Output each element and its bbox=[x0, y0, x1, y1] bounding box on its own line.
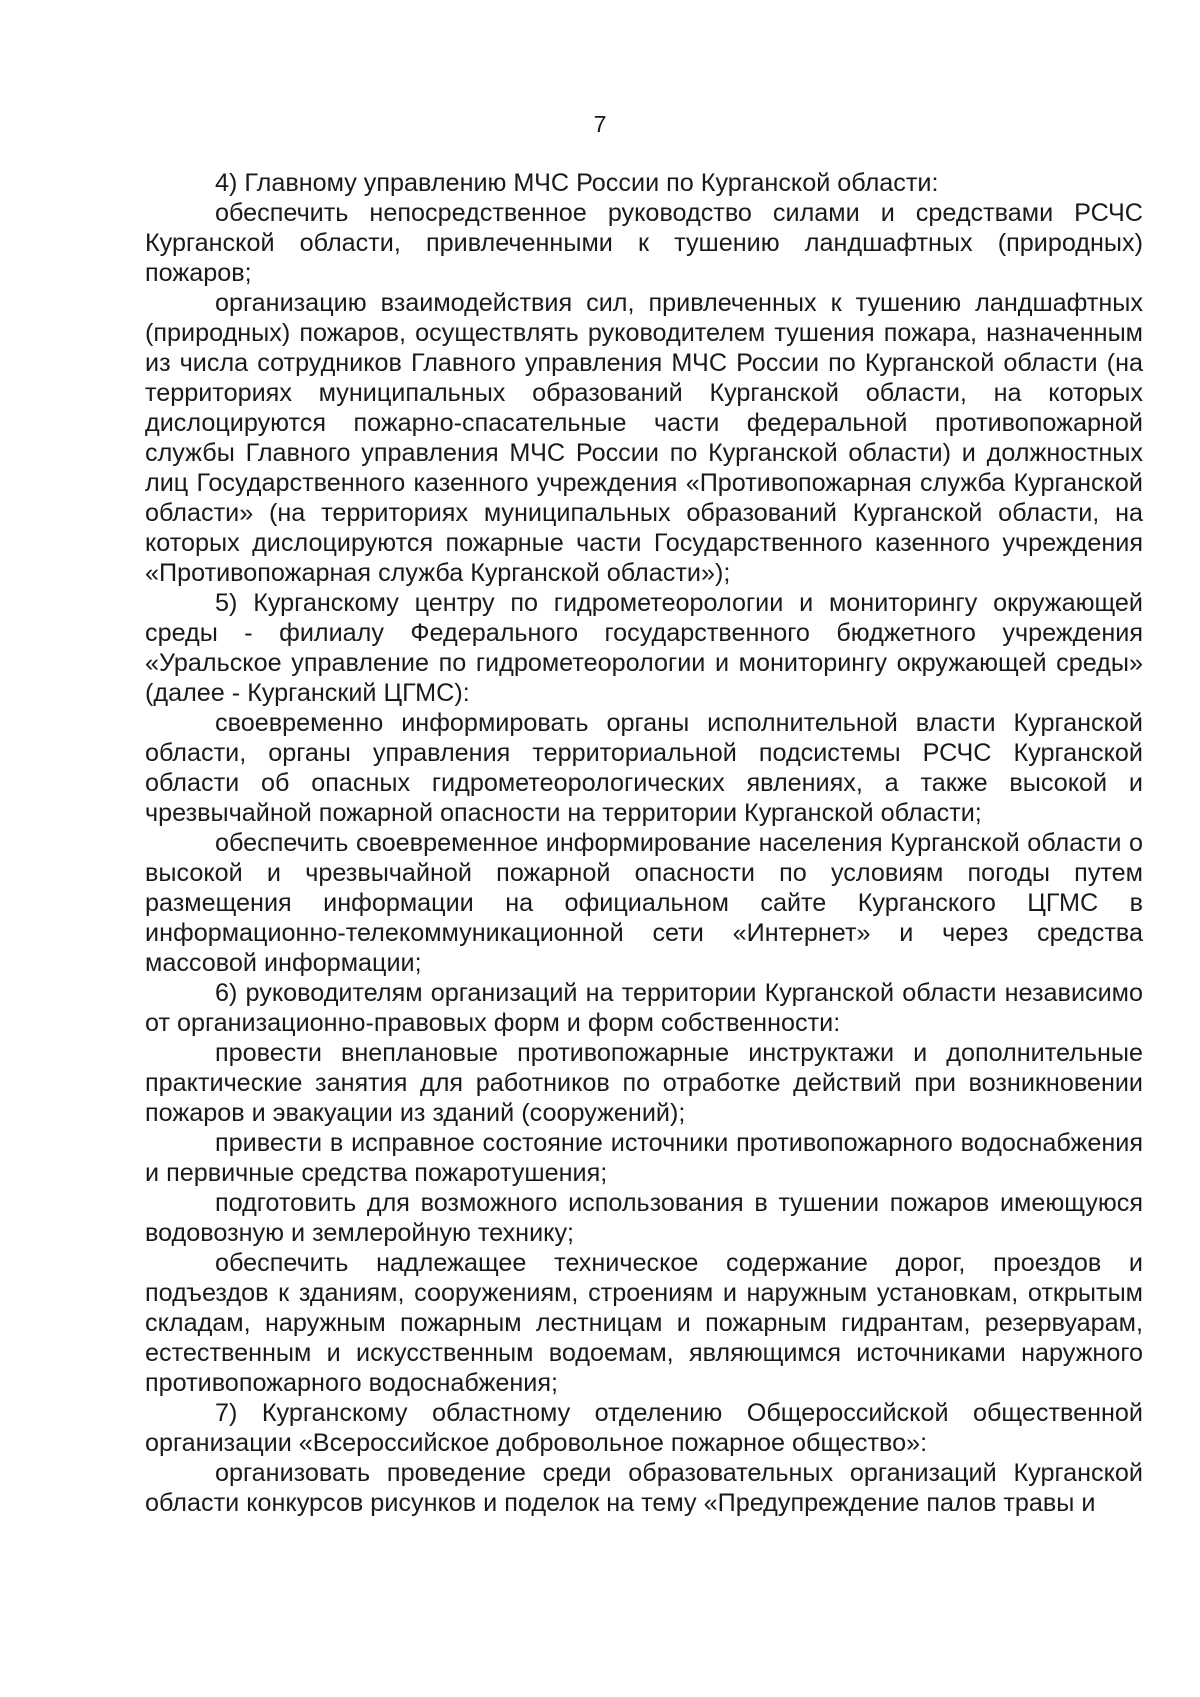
paragraph-direct-leadership: обеспечить непосредственное руководство силами и средствами РСЧС Курганской области, привлеченными к тушению ландшафтных (природных) пожаров; bbox=[145, 199, 1143, 287]
paragraph-item-6: 6) руководителям организаций на территории Курганской области независимо от организационно-правовых форм и форм собственности: bbox=[145, 979, 1143, 1037]
paragraph-inform-authorities: своевременно информировать органы исполнительной власти Курганской области, органы управления территориальной подсистемы РСЧС Курганской области об опасных гидрометеорологических явлениях, а также высокой и чрезвычайной пожарной опасности на территории Курганской области; bbox=[145, 709, 1143, 827]
page-number: 7 bbox=[593, 111, 607, 137]
paragraph-equipment: подготовить для возможного использования в тушении пожаров имеющуюся водовозную и землеройную технику; bbox=[145, 1189, 1143, 1247]
paragraph-briefings: провести внеплановые противопожарные инструктажи и дополнительные практические занятия для работников по отработке действий при возникновении пожаров и эвакуации из зданий (сооружений); bbox=[145, 1039, 1143, 1127]
paragraph-water-supply: привести в исправное состояние источники противопожарного водоснабжения и первичные средства пожаротушения; bbox=[145, 1129, 1143, 1187]
document-body bbox=[145, 168, 1143, 1518]
paragraph-roads: обеспечить надлежащее техническое содержание дорог, проездов и подъездов к зданиям, сооружениям, строениям и наружным установкам, открытым складам, наружным пожарным лестницам и пожарным гидрантам, резервуарам, естественным и искусственным водоемам, являющимся источниками наружного противопожарного водоснабжения; bbox=[145, 1249, 1143, 1397]
paragraph-inform-population: обеспечить своевременное информирование населения Курганской области о высокой и чрезвычайной пожарной опасности по условиям погоды путем размещения информации на официальном сайте Курганского ЦГМС в информационно-телекоммуникационной сети «Интернет» и через средства массовой информации; bbox=[145, 829, 1143, 977]
paragraph-contests: организовать проведение среди образовательных организаций Курганской области конкурсов рисунков и поделок на тему «Предупреждение палов травы и bbox=[145, 1459, 1143, 1517]
paragraph-item-7: 7) Курганскому областному отделению Общероссийской общественной организации «Всероссийское добровольное пожарное общество»: bbox=[145, 1399, 1143, 1457]
paragraph-item-5: 5) Курганскому центру по гидрометеорологии и мониторингу окружающей среды - филиалу Федерального государственного бюджетного учреждения «Уральское управление по гидрометеорологии и мониторингу окружающей среды» (далее - Курганский ЦГМС): bbox=[145, 589, 1143, 707]
paragraph-item-4: 4) Главному управлению МЧС России по Курганской области: bbox=[215, 169, 939, 197]
paragraph-coordination: организацию взаимодействия сил, привлеченных к тушению ландшафтных (природных) пожаров, осуществлять руководителем тушения пожара, назначенным из числа сотрудников Главного управления МЧС России по Курганской области (на территориях муниципальных образований Курганской области, на которых дислоцируются пожарно-спасательные части федеральной противопожарной службы Главного управления МЧС России по Курганской области) и должностных лиц Государственного казенного учреждения «Противопожарная служба Курганской области» (на территориях муниципальных образований Курганской области, на которых дислоцируются пожарные части Государственного казенного учреждения «Противопожарная служба Курганской области»); bbox=[145, 289, 1143, 587]
